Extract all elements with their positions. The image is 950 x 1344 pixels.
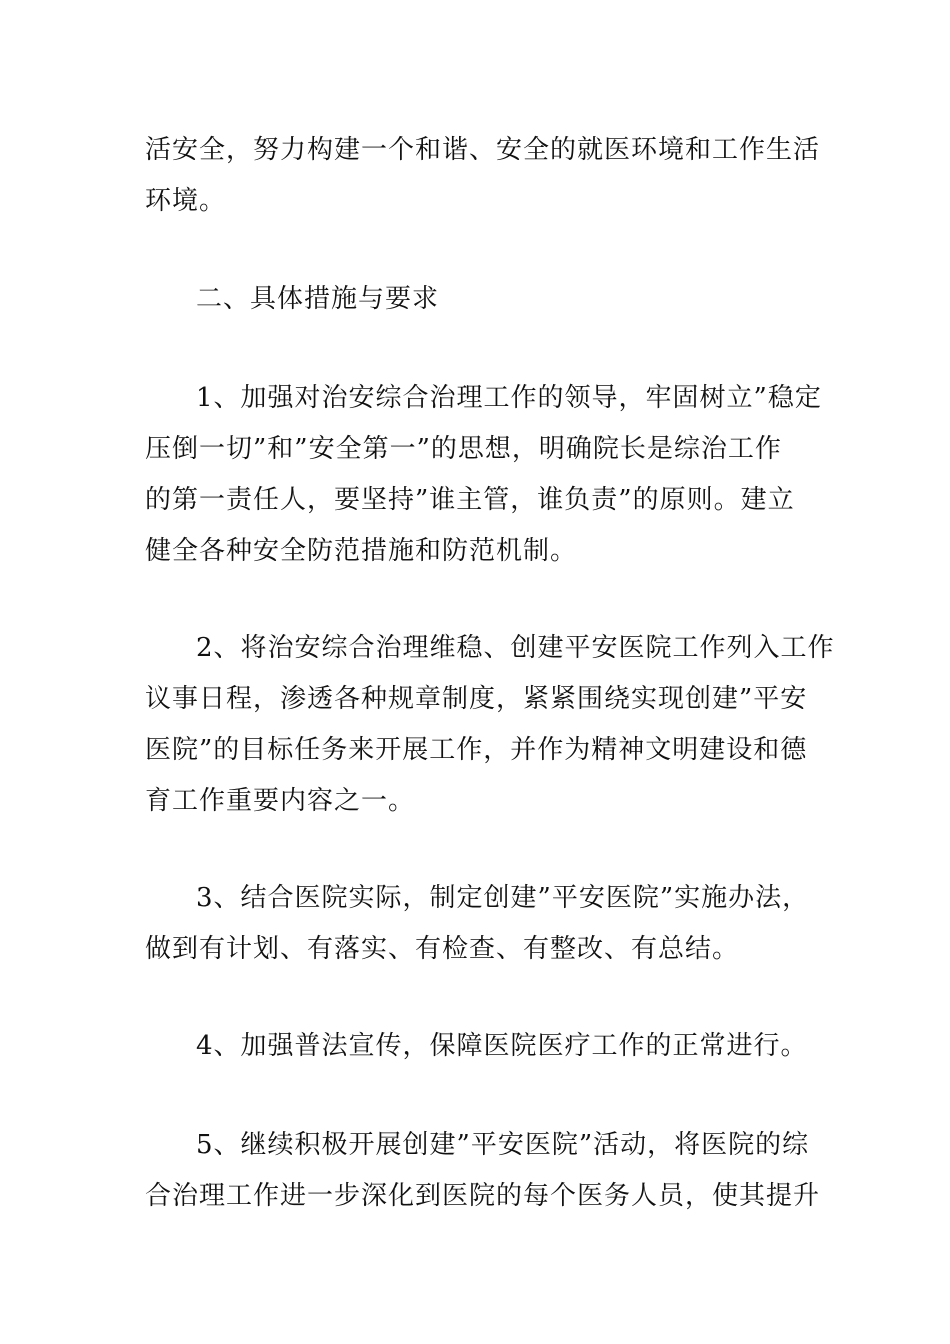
text-line: 医院”的目标任务来开展工作，并作为精神文明建设和德 (145, 735, 808, 765)
text-line: 育工作重要内容之一。 (145, 786, 416, 816)
text-line: 3、结合医院实际，制定创建”平安医院”实施办法， (196, 883, 810, 913)
text-line: 4、加强普法宣传，保障医院医疗工作的正常进行。 (196, 1031, 808, 1061)
text-line: 1、加强对治安综合治理工作的领导，牢固树立”稳定 (196, 383, 822, 413)
text-line: 环境。 (145, 186, 227, 216)
text-line: 2、将治安综合治理维稳、创建平安医院工作列入工作 (196, 633, 835, 663)
text-line: 做到有计划、有落实、有检查、有整改、有总结。 (145, 934, 740, 964)
text-line: 合治理工作进一步深化到医院的每个医务人员，使其提升 (145, 1181, 821, 1211)
text-line: 压倒一切”和”安全第一”的思想，明确院长是综治工作 (145, 434, 782, 464)
text-line: 健全各种安全防范措施和防范机制。 (145, 536, 578, 566)
text-line: 活安全，努力构建一个和谐、安全的就医环境和工作生活 (145, 135, 821, 165)
section-heading: 二、具体措施与要求 (196, 284, 440, 314)
text-line: 5、继续积极开展创建”平安医院”活动，将医院的综 (196, 1130, 810, 1160)
text-line: 议事日程，渗透各种规章制度，紧紧围绕实现创建”平安 (145, 684, 808, 714)
text-line: 的第一责任人，要坚持”谁主管，谁负责”的原则。建立 (145, 485, 795, 515)
